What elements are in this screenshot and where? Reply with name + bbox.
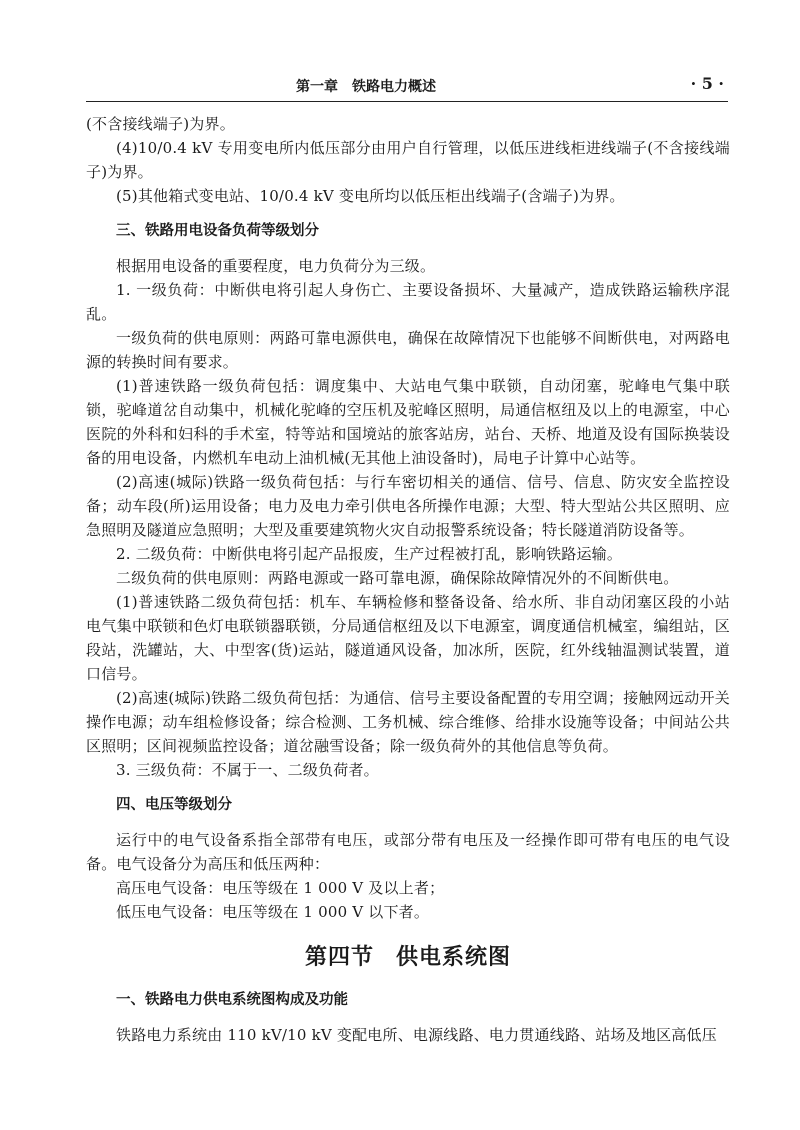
- header-rule: [86, 101, 728, 102]
- paragraph: 3. 三级负荷：不属于一、二级负荷者。: [116, 761, 379, 779]
- section-heading: 四、电压等级划分: [116, 797, 232, 813]
- paragraph: 铁路电力系统由 110 kV/10 kV 变配电所、电源线路、电力贯通线路、站场及地区高低压: [116, 1026, 717, 1044]
- body-text: [86, 112, 730, 1047]
- section-heading: 三、铁路用电设备负荷等级划分: [116, 223, 319, 239]
- section-name: 供电系统图: [396, 944, 512, 970]
- running-header: [86, 74, 728, 100]
- paragraph: 一级负荷的供电原则：两路可靠电源供电，确保在故障情况下也能够不间断供电，对两路电源的转换时间有要求。: [86, 329, 730, 371]
- paragraph: 根据用电设备的重要程度，电力负荷分为三级。: [116, 257, 436, 275]
- paragraph: (4)10/0.4 kV 专用变电所内低压部分由用户自行管理，以低压进线柜进线端子(不含接线端子)为界。: [86, 139, 730, 181]
- paragraph: (2)高速(城际)铁路二级负荷包括：为通信、信号主要设备配置的专用空调；接触网远动开关操作电源；动车组检修设备；综合检测、工务机械、综合维修、给排水设施等设备；中间站公共区照明；区间视频监控设备；道岔融雪设备；除一级负荷外的其他信息等负荷。: [86, 689, 730, 755]
- paragraph: 2. 二级负荷：中断供电将引起产品报废，生产过程被打乱，影响铁路运输。: [116, 545, 623, 563]
- section-title: [86, 942, 730, 972]
- paragraph: 1. 一级负荷：中断供电将引起人身伤亡、主要设备损坏、大量减产，造成铁路运输秩序混乱。: [86, 281, 730, 323]
- paragraph: 高压电气设备：电压等级在 1 000 V 及以上者；: [116, 879, 445, 897]
- paragraph: (不含接线端子)为界。: [86, 115, 235, 133]
- paragraph: (5)其他箱式变电站、10/0.4 kV 变电所均以低压柜出线端子(含端子)为界。: [116, 187, 625, 205]
- paragraph: (2)高速(城际)铁路一级负荷包括：与行车密切相关的通信、信号、信息、防灾安全监控设备；动车段(所)运用设备；电力及电力牵引供电各所操作电源；大型、特大型站公共区照明、应急照明及隧道应急照明；大型及重要建筑物火灾自动报警系统设备；特长隧道消防设备等。: [86, 473, 730, 539]
- paragraph: 二级负荷的供电原则：两路电源或一路可靠电源，确保除故障情况外的不间断供电。: [116, 569, 679, 587]
- section-heading: 一、铁路电力供电系统图构成及功能: [116, 992, 348, 1008]
- paragraph: (1)普速铁路二级负荷包括：机车、车辆检修和整备设备、给水所、非自动闭塞区段的小站电气集中联锁和色灯电联锁器联锁，分局通信枢纽及以下电源室，调度通信机械室，编组站，区段站，洗罐站，大、中型客(货)运站，隧道通风设备，加冰所，医院，红外线轴温测试装置，道口信号。: [86, 593, 730, 683]
- page-number: · 5 ·: [690, 74, 724, 93]
- paragraph: (1)普速铁路一级负荷包括：调度集中、大站电气集中联锁，自动闭塞，驼峰电气集中联锁，驼峰道岔自动集中，机械化驼峰的空压机及驼峰区照明，局通信枢纽及以上的电源室，中心医院的外科和妇科的手术室，特等站和国境站的旅客站房，站台、天桥、地道及设有国际换装设备的用电设备，内燃机车电动上油机械(无其他上油设备时)，局电子计算中心站等。: [86, 377, 730, 467]
- chapter-title: 第一章 铁路电力概述: [296, 79, 436, 95]
- paragraph: 运行中的电气设备系指全部带有电压，或部分带有电压及一经操作即可带有电压的电气设备。电气设备分为高压和低压两种：: [86, 831, 730, 873]
- paragraph: 低压电气设备：电压等级在 1 000 V 以下者。: [116, 903, 430, 921]
- section-number: 第四节: [304, 944, 374, 970]
